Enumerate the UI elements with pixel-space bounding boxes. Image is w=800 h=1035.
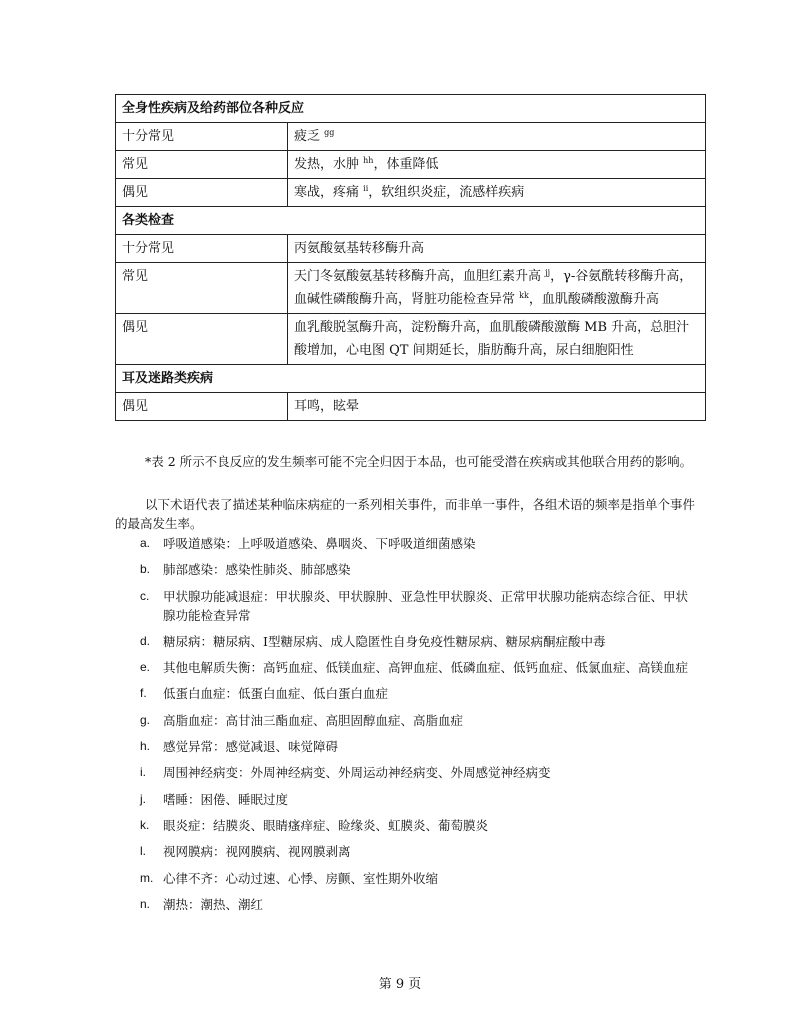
footnote-ref: hh: [363, 156, 374, 165]
events-cell: 寒战，疼痛 $^{ii}$，软组织炎症，流感样疾病: [288, 179, 706, 207]
footnote-ref: jj: [545, 268, 551, 277]
events-cell: 血乳酸脱氢酶升高，淀粉酶升高，血肌酸磷酸激酶 MB 升高，总胆汁酸增加，心电图 QT 间期延长，脂肪酶升高，尿白细胞阳性: [288, 314, 706, 365]
list-item-text: 高脂血症：高甘油三酯血症、高胆固醇血症、高脂血症: [163, 712, 464, 728]
frequency-cell: 偶见: [116, 179, 288, 207]
list-marker: j.: [140, 791, 146, 806]
list-marker: f.: [140, 686, 147, 701]
table-row: [116, 151, 706, 179]
table-section-header: [116, 95, 706, 123]
footnote-ref: ii: [363, 184, 369, 193]
list-item: [140, 869, 700, 888]
list-marker: m.: [140, 870, 154, 885]
table-row: [116, 123, 706, 151]
list-item: [140, 816, 700, 835]
list-item: [140, 842, 700, 861]
list-marker: l.: [140, 844, 146, 859]
list-item-text: 嗜睡：困倦、睡眠过度: [163, 791, 289, 807]
list-item-text: 视网膜病：视网膜病、视网膜剥离: [163, 844, 351, 860]
frequency-cell: 十分常见: [116, 123, 288, 151]
frequency-cell: 常见: [116, 151, 288, 179]
list-marker: b.: [140, 562, 151, 577]
list-item: [140, 684, 700, 703]
list-marker: n.: [140, 896, 151, 911]
list-item-text: 低蛋白血症：低蛋白血症、低白蛋白血症: [163, 686, 389, 702]
events-cell: 发热，水肿 $^{hh}$，体重降低: [288, 151, 706, 179]
list-item-text: 感觉异常：感觉减退、味觉障碍: [163, 739, 339, 755]
section-title: 全身性疾病及给药部位各种反应: [116, 95, 706, 123]
list-marker: c.: [140, 588, 150, 603]
term-list: [140, 534, 700, 921]
list-item-text: 呼吸道感染：上呼吸道感染、鼻咽炎、下呼吸道细菌感染: [163, 536, 476, 551]
table-footnote: *表 2 所示不良反应的发生频率可能不完全归因于本品，也可能受潜在疾病或其他联合用药的影响。: [145, 454, 693, 469]
frequency-cell: 偶见: [116, 393, 288, 421]
frequency-cell: 偶见: [116, 314, 288, 365]
list-item-text: 甲状腺功能减退症：甲状腺炎、甲状腺肿、亚急性甲状腺炎、正常甲状腺功能病态综合征、甲状腺功能检查异常: [163, 588, 689, 623]
list-marker: i.: [140, 765, 146, 780]
adverse-reaction-table: [115, 94, 706, 421]
list-item: [140, 560, 700, 579]
section-title: 耳及迷路类疾病: [116, 365, 706, 393]
list-marker: g.: [140, 712, 151, 727]
list-item-text: 心律不齐：心动过速、心悸、房颤、室性期外收缩: [163, 870, 439, 886]
list-item-text: 周围神经病变：外周神经病变、外周运动神经病变、外周感觉神经病变: [163, 765, 551, 781]
list-marker: k.: [140, 817, 150, 832]
section-title: 各类检查: [116, 207, 706, 235]
list-item-text: 糖尿病：糖尿病、I型糖尿病、成人隐匿性自身免疫性糖尿病、糖尿病酮症酸中毒: [163, 633, 606, 649]
footnote-ref: kk: [519, 291, 529, 300]
frequency-cell: 常见: [116, 263, 288, 314]
list-item: [140, 534, 700, 553]
list-item-text: 潮热：潮热、潮红: [163, 896, 264, 912]
list-marker: a.: [140, 536, 151, 550]
list-marker: h.: [140, 739, 151, 754]
list-item-text: 其他电解质失衡：高钙血症、低镁血症、高钾血症、低磷血症、低钙血症、低氯血症、高镁血症: [163, 660, 689, 676]
table-section-header: [116, 365, 706, 393]
list-item: [140, 587, 700, 625]
intro-paragraph: 以下术语代表了描述某种临床病症的一系列相关事件，而非单一事件，各组术语的频率是指单个事件的最高发生率。: [115, 497, 696, 531]
list-item: [140, 711, 700, 730]
events-cell: 疲乏 $^{gg}$: [288, 123, 706, 151]
table-row: [116, 314, 706, 365]
events-cell: 丙氨酸氨基转移酶升高: [288, 235, 706, 263]
table-row: [116, 235, 706, 263]
list-item: [140, 763, 700, 782]
frequency-cell: 十分常见: [116, 235, 288, 263]
events-cell: 天门冬氨酸氨基转移酶升高，血胆红素升高 $^{jj}$，γ-谷氨酰转移酶升高，血碱性磷酸酶升高，肾脏功能检查异常 $^{kk}$，血肌酸磷酸激酶升高: [288, 263, 706, 314]
footnote-ref: gg: [324, 128, 335, 137]
list-item: [140, 737, 700, 756]
list-item-text: 眼炎症：结膜炎、眼睛瘙痒症、睑缘炎、虹膜炎、葡萄膜炎: [163, 817, 489, 833]
page-number: 第 9 页: [378, 977, 422, 992]
events-cell: 耳鸣，眩晕: [288, 393, 706, 421]
table-row: [116, 179, 706, 207]
list-marker: e.: [140, 660, 151, 675]
list-item: [140, 632, 700, 651]
list-marker: d.: [140, 633, 151, 648]
list-item: [140, 895, 700, 914]
list-item: [140, 790, 700, 809]
list-item: [140, 658, 700, 677]
table-section-header: [116, 207, 706, 235]
table-row: [116, 263, 706, 314]
table-row: [116, 393, 706, 421]
list-item-text: 肺部感染：感染性肺炎、肺部感染: [163, 562, 351, 578]
